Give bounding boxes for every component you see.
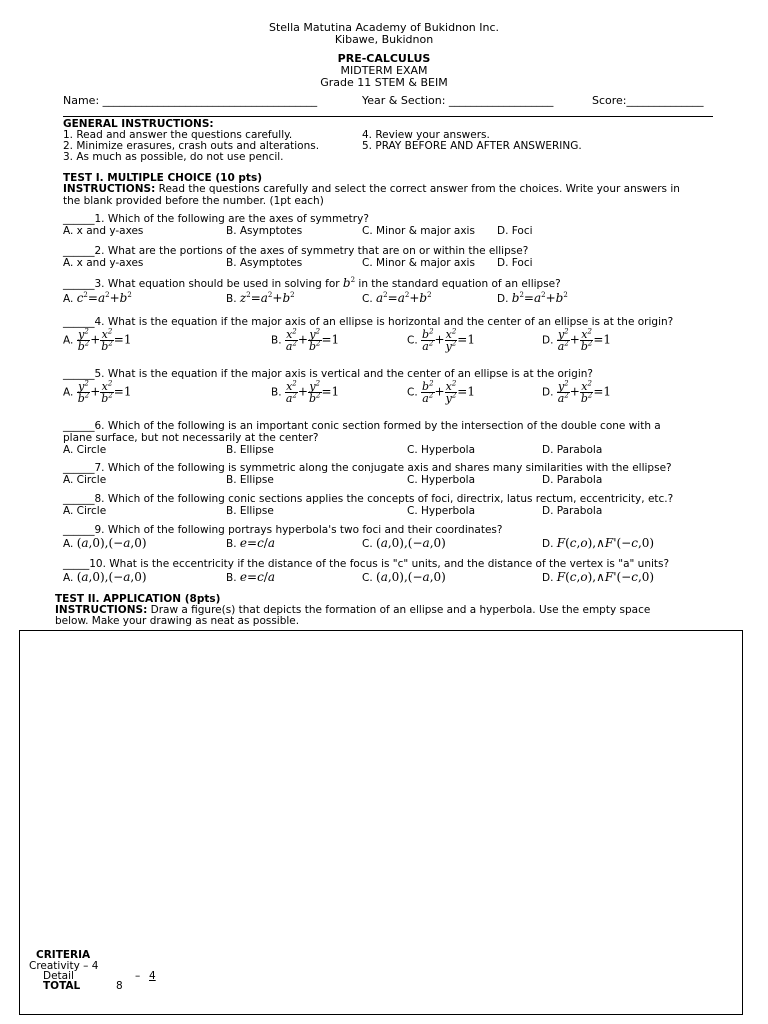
question-7: ______7. Which of the following is symmetric along the conjugate axis and shares many similarities with the ellipse? — [63, 462, 672, 474]
q10-option-c: C. (a,0),(−a,0) — [362, 570, 446, 584]
q1-option-a: A. x and y-axes — [63, 225, 144, 237]
q2-option-d: D. Foci — [497, 257, 533, 269]
q10-option-a: A. (a,0),(−a,0) — [63, 570, 147, 584]
q7-option-b: B. Ellipse — [226, 474, 274, 486]
test2-title: TEST II. APPLICATION (8pts) — [55, 593, 221, 605]
test2-instr-text: Draw a figure(s) that depicts the formation of an ellipse and a hyperbola. Use the empty space — [147, 604, 651, 616]
q8-option-a: A. Circle — [63, 505, 107, 517]
test1-instructions-2: the blank provided before the number. (1pt each) — [63, 195, 324, 207]
q5-option-d: D. $\frac{y^2}{a^2}$ + $\frac{x^2}{b^2}$ =1 — [542, 379, 612, 405]
q1-option-d: D. Foci — [497, 225, 533, 237]
q9-option-d: D. F(c,o),∧F'(−c,0) — [542, 536, 655, 550]
q7-option-d: D. Parabola — [542, 474, 603, 486]
q6-option-a: A. Circle — [63, 444, 107, 456]
divider — [63, 116, 713, 117]
q7-option-a: A. Circle — [63, 474, 107, 486]
criteria-detail-dash: – — [135, 970, 141, 982]
q1-option-c: C. Minor & major axis — [362, 225, 475, 237]
question-6: ______6. Which of the following is an important conic section formed by the intersection of the double cone with a — [63, 420, 661, 432]
criteria-total-label: TOTAL — [43, 980, 81, 992]
q2-option-c: C. Minor & major axis — [362, 257, 475, 269]
q3-text-pre: ______3. What equation should be used in solving for — [63, 278, 343, 290]
test2-instructions-2: below. Make your drawing as neat as possible. — [55, 615, 300, 627]
q4-option-c: C. $\frac{b^2}{a^2}$ + $\frac{x^2}{y^2}$ =1 — [407, 327, 475, 353]
question-2: ______2. What are the portions of the axes of symmetry that are on or within the ellipse? — [63, 245, 529, 257]
criteria-total-value: 8 — [116, 980, 123, 992]
q3-math: $b^2$ — [342, 276, 356, 290]
q3-text-post: in the standard equation of an ellipse? — [355, 278, 561, 290]
q9-option-b: B. e=c/a — [226, 536, 275, 550]
score-field[interactable]: Score:______________ — [592, 94, 704, 107]
q8-option-c: C. Hyperbola — [407, 505, 475, 517]
drawing-area[interactable] — [19, 630, 743, 1015]
test1-instr-text: Read the questions carefully and select the correct answer from the choices. Write your answers in — [155, 183, 680, 195]
question-9: ______9. Which of the following portrays hyperbola's two foci and their coordinates? — [63, 524, 503, 536]
q8-option-b: B. Ellipse — [226, 505, 274, 517]
criteria-detail-label: Detail — [43, 970, 74, 982]
q3-option-b: B. $z^2=a^2+b^2$ — [226, 291, 295, 305]
question-4: ______4. What is the equation if the major axis of an ellipse is horizontal and the center of an ellipse is at the origin? — [63, 316, 674, 328]
test1-instr-label: INSTRUCTIONS: — [63, 183, 156, 195]
q3-option-d: D. $b^2=a^2+b^2$ — [497, 291, 568, 305]
q7-option-c: C. Hyperbola — [407, 474, 475, 486]
exam-title: MIDTERM EXAM — [340, 64, 428, 77]
test1-instructions — [63, 183, 680, 195]
q10-option-b: B. e=c/a — [226, 570, 275, 584]
general-item-5: 5. PRAY BEFORE AND AFTER ANSWERING. — [362, 140, 582, 152]
test1-title: TEST I. MULTIPLE CHOICE (10 pts) — [63, 172, 262, 184]
question-8: ______8. Which of the following conic sections applies the concepts of foci, directrix, latus rectum, eccentricity, etc.? — [63, 493, 674, 505]
q4-option-b: B. $\frac{x^2}{a^2}$ + $\frac{y^2}{b^2}$ =1 — [271, 327, 340, 353]
question-6-cont: plane surface, but not necessarily at the center? — [63, 432, 319, 444]
q6-option-c: C. Hyperbola — [407, 444, 475, 456]
q9-option-c: C. (a,0),(−a,0) — [362, 536, 446, 550]
q4-option-a: A. $\frac{y^2}{b^2}$ + $\frac{x^2}{b^2}$ =1 — [63, 327, 132, 353]
q9-option-a: A. (a,0),(−a,0) — [63, 536, 147, 550]
criteria-detail-value: 4 — [149, 970, 156, 982]
q6-option-d: D. Parabola — [542, 444, 603, 456]
q1-option-b: B. Asymptotes — [226, 225, 303, 237]
general-item-2: 2. Minimize erasures, crash outs and alterations. — [63, 140, 320, 152]
school-name: Stella Matutina Academy of Bukidnon Inc. — [268, 21, 500, 34]
school-location: Kibawe, Bukidnon — [334, 33, 434, 46]
q5-option-b: B. $\frac{x^2}{a^2}$ + $\frac{y^2}{b^2}$ =1 — [271, 379, 340, 405]
test2-instr-label: INSTRUCTIONS: — [55, 604, 148, 616]
question-3 — [63, 277, 561, 291]
q4-option-d: D. $\frac{y^2}{a^2}$ + $\frac{x^2}{b^2}$ =1 — [542, 327, 612, 353]
q5-option-a: A. $\frac{y^2}{b^2}$ + $\frac{x^2}{b^2}$ =1 — [63, 379, 132, 405]
criteria-title: CRITERIA — [36, 949, 91, 961]
question-5: ______5. What is the equation if the major axis is vertical and the center of an ellipse is at the origin? — [63, 368, 593, 380]
question-10: _____10. What is the eccentricity if the distance of the focus is "c" units, and the distance of the vertex is "a" units? — [63, 558, 670, 570]
general-instructions-title: GENERAL INSTRUCTIONS: — [63, 118, 214, 130]
question-1: ______1. Which of the following are the axes of symmetry? — [63, 213, 369, 225]
criteria-creativity: Creativity – 4 — [29, 960, 99, 972]
q6-option-b: B. Ellipse — [226, 444, 274, 456]
q2-option-a: A. x and y-axes — [63, 257, 144, 269]
subject-title: PRE-CALCULUS — [337, 52, 431, 65]
q5-option-c: C. $\frac{b^2}{a^2}$ + $\frac{x^2}{y^2}$ =1 — [407, 379, 475, 405]
section-field[interactable]: Year & Section: ___________________ — [362, 94, 554, 107]
name-field[interactable]: Name: _______________________________________ — [63, 94, 318, 107]
general-item-4: 4. Review your answers. — [362, 129, 490, 141]
grade-level: Grade 11 STEM & BEIM — [320, 76, 448, 89]
general-item-3: 3. As much as possible, do not use pencil. — [63, 151, 284, 163]
general-item-1: 1. Read and answer the questions carefully. — [63, 129, 293, 141]
q2-option-b: B. Asymptotes — [226, 257, 303, 269]
q10-option-d: D. F(c,o),∧F'(−c,0) — [542, 570, 655, 584]
q8-option-d: D. Parabola — [542, 505, 603, 517]
q3-option-c: C. $a^2=a^2+b^2$ — [362, 291, 432, 305]
q3-option-a: A. $c^2=a^2+b^2$ — [63, 291, 132, 305]
